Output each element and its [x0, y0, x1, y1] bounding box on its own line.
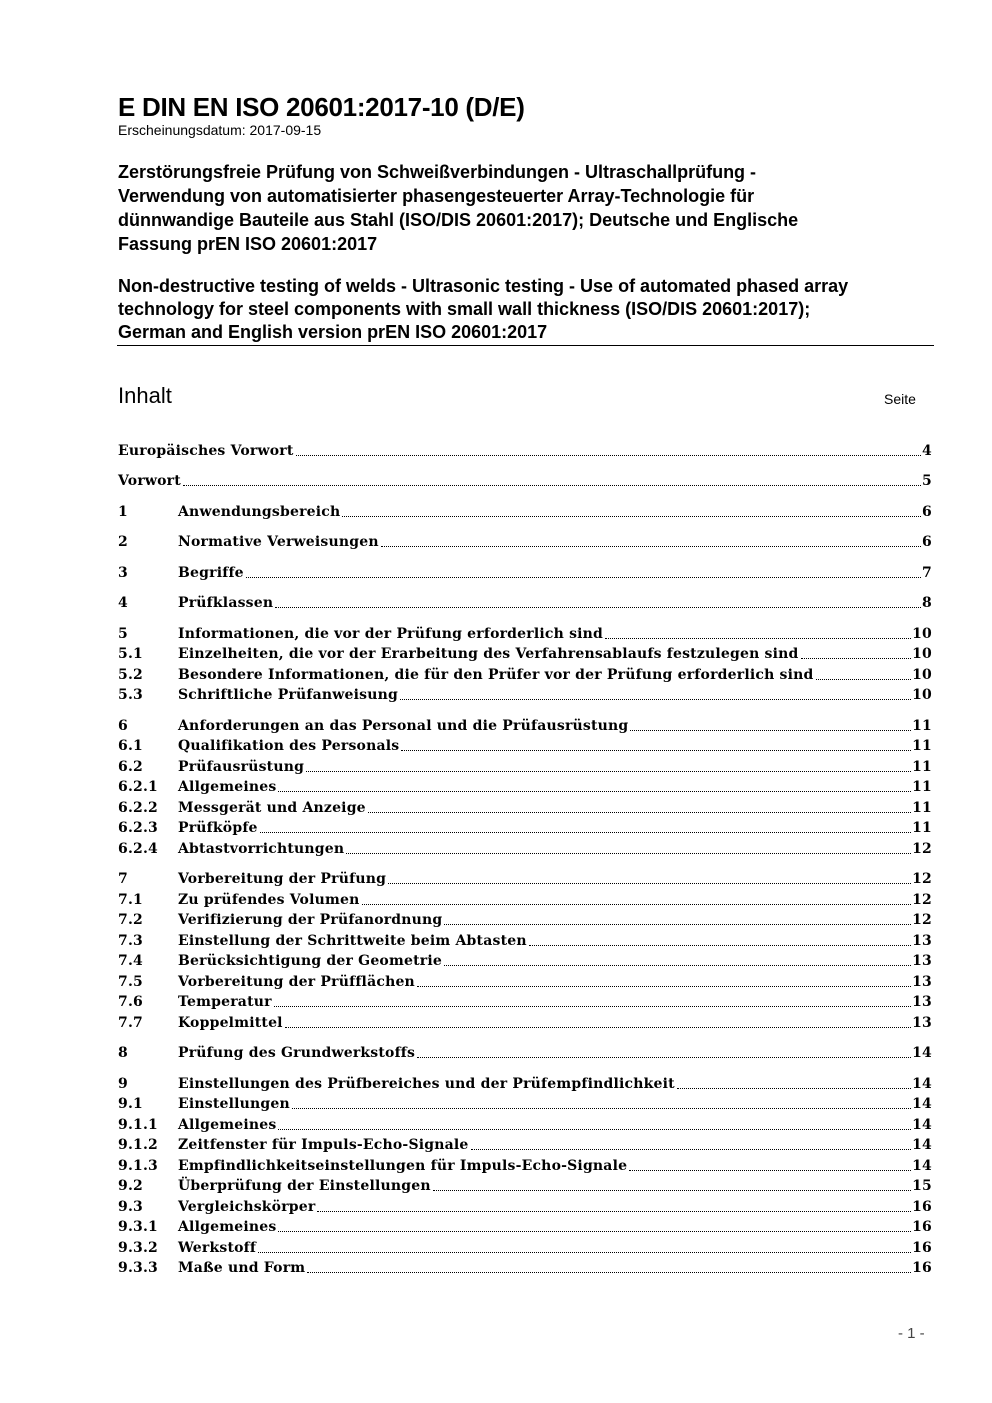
- toc-dot-leader: [307, 1272, 911, 1273]
- toc-entry-number: 7: [118, 871, 128, 887]
- toc-dot-leader: [801, 658, 912, 659]
- toc-entry-number: 6.2: [118, 759, 143, 775]
- toc-dot-leader: [278, 791, 911, 792]
- toc-entry[interactable]: [118, 1042, 932, 1062]
- toc-entry[interactable]: [118, 562, 932, 582]
- toc-entry-page: 10: [912, 626, 932, 642]
- toc-entry-title: Prüfausrüstung: [178, 759, 305, 775]
- title-english-line: German and English version prEN ISO 20601:2017: [118, 322, 548, 342]
- toc-entry-title: Begriffe: [178, 565, 244, 581]
- toc-entry-page: 13: [912, 974, 932, 990]
- title-english-line: Non-destructive testing of welds - Ultrasonic testing - Use of automated phased array: [118, 276, 849, 296]
- toc-dot-leader: [278, 1129, 911, 1130]
- toc-entry-number: 9: [118, 1076, 128, 1092]
- toc-entry[interactable]: [118, 440, 932, 460]
- toc-entry[interactable]: [118, 735, 932, 755]
- title-english-line: technology for steel components with small wall thickness (ISO/DIS 20601:2017);: [118, 299, 811, 319]
- toc-dot-leader: [274, 1006, 911, 1007]
- toc-entry[interactable]: [118, 817, 932, 837]
- toc-dot-leader: [529, 945, 911, 946]
- toc-dot-leader: [260, 832, 911, 833]
- toc-entry-title: Anwendungsbereich: [178, 504, 341, 520]
- toc-heading: Inhalt: [118, 383, 172, 408]
- toc-entry-number: 7.1: [118, 892, 143, 908]
- toc-entry-title: Allgemeines: [178, 1219, 277, 1235]
- toc-entry-page: 12: [912, 892, 932, 908]
- toc-entry-title: Empfindlichkeitseinstellungen für Impuls-Echo-Signale: [178, 1158, 628, 1174]
- toc-entry-page: 6: [922, 504, 932, 520]
- toc-entry-title: Verifizierung der Prüfanordnung: [178, 912, 443, 928]
- toc-dot-leader: [362, 904, 912, 905]
- toc-entry-page: 16: [912, 1219, 932, 1235]
- toc-entry-page: 15: [912, 1178, 932, 1194]
- toc-entry-page: 5: [922, 473, 932, 489]
- toc-entry-page: 12: [912, 912, 932, 928]
- toc-dot-leader: [306, 771, 911, 772]
- toc-dot-leader: [296, 455, 922, 456]
- toc-entry-title: Vorwort: [118, 473, 181, 489]
- toc-entry-title: Vorbereitung der Prüfflächen: [178, 974, 415, 990]
- toc-entry-number: 6.2.3: [118, 820, 158, 836]
- toc-entry-number: 8: [118, 1045, 128, 1061]
- toc-entry-page: 12: [912, 871, 932, 887]
- toc-entry[interactable]: [118, 756, 932, 776]
- toc-entry[interactable]: [118, 643, 932, 663]
- toc-entry[interactable]: [118, 1093, 932, 1113]
- toc-entry-number: 5: [118, 626, 128, 642]
- toc-entry[interactable]: [118, 1155, 932, 1175]
- toc-entry-page: 10: [912, 646, 932, 662]
- toc-entry[interactable]: [118, 684, 932, 704]
- toc-entry-number: 7.3: [118, 933, 143, 949]
- toc-dot-leader: [417, 986, 911, 987]
- toc-entry-title: Europäisches Vorwort: [118, 443, 294, 459]
- title-german-line: dünnwandige Bauteile aus Stahl (ISO/DIS 20601:2017); Deutsche und Englische: [118, 210, 799, 230]
- toc-entry-title: Anforderungen an das Personal und die Prüfausrüstung: [178, 718, 629, 734]
- toc-dot-leader: [630, 730, 911, 731]
- toc-entry-number: 9.3: [118, 1199, 143, 1215]
- toc-entry-page: 12: [912, 841, 932, 857]
- toc-entry[interactable]: [118, 1175, 932, 1195]
- publication-date: Erscheinungsdatum: 2017-09-15: [118, 122, 322, 138]
- toc-entry-title: Prüfung des Grundwerkstoffs: [178, 1045, 416, 1061]
- toc-entry-page: 10: [912, 687, 932, 703]
- toc-dot-leader: [275, 607, 921, 608]
- toc-dot-leader: [258, 1252, 911, 1253]
- toc-entry-page: 16: [912, 1199, 932, 1215]
- toc-entry-number: 1: [118, 504, 128, 520]
- toc-entry-number: 9.3.1: [118, 1219, 158, 1235]
- toc-dot-leader: [278, 1231, 911, 1232]
- toc-dot-leader: [629, 1170, 911, 1171]
- toc-entry[interactable]: [118, 889, 932, 909]
- toc-entry-number: 2: [118, 534, 128, 550]
- toc-entry[interactable]: [118, 1237, 932, 1257]
- toc-entry[interactable]: [118, 971, 932, 991]
- toc-entry-number: 6.2.1: [118, 779, 158, 795]
- toc-dot-leader: [368, 812, 911, 813]
- toc-entry-page: 11: [912, 800, 932, 816]
- toc-entry-page: 14: [912, 1117, 932, 1133]
- toc-page-label: Seite: [884, 391, 916, 407]
- toc-entry-title: Zu prüfendes Volumen: [178, 892, 360, 908]
- toc-entry-page: 14: [912, 1045, 932, 1061]
- toc-entry-title: Allgemeines: [178, 779, 277, 795]
- toc-entry-page: 13: [912, 933, 932, 949]
- toc-entry-page: 13: [912, 994, 932, 1010]
- toc-entry-page: 14: [912, 1076, 932, 1092]
- toc-entry[interactable]: [118, 623, 932, 643]
- title-german-line: Fassung prEN ISO 20601:2017: [118, 234, 378, 254]
- toc-entry[interactable]: [118, 531, 932, 551]
- toc-entry-number: 9.3.2: [118, 1240, 158, 1256]
- toc-entry-number: 3: [118, 565, 128, 581]
- toc-dot-leader: [444, 924, 911, 925]
- document-id: E DIN EN ISO 20601:2017-10 (D/E): [118, 92, 525, 122]
- toc-entry-title: Schriftliche Prüfanweisung: [178, 687, 398, 703]
- toc-entry-number: 5.3: [118, 687, 143, 703]
- toc-entry-title: Maße und Form: [178, 1260, 306, 1276]
- toc-entry[interactable]: [118, 776, 932, 796]
- toc-dot-leader: [433, 1190, 911, 1191]
- toc-entry-title: Besondere Informationen, die für den Prüfer vor der Prüfung erforderlich sind: [178, 667, 814, 683]
- toc-entry[interactable]: [118, 1257, 932, 1277]
- toc-dot-leader: [400, 699, 911, 700]
- toc-entry-number: 7.7: [118, 1015, 143, 1031]
- toc-entry-number: 9.3.3: [118, 1260, 158, 1276]
- toc-entry[interactable]: [118, 797, 932, 817]
- toc-entry-number: 7.2: [118, 912, 143, 928]
- toc-dot-leader: [317, 1211, 911, 1212]
- toc-entry-number: 7.6: [118, 994, 143, 1010]
- toc-entry-number: 9.1.1: [118, 1117, 158, 1133]
- toc-dot-leader: [605, 638, 911, 639]
- toc-entry[interactable]: [118, 991, 932, 1011]
- toc-entry[interactable]: [118, 868, 932, 888]
- toc-entry-title: Messgerät und Anzeige: [178, 800, 366, 816]
- toc-entry-page: 14: [912, 1096, 932, 1112]
- toc-entry[interactable]: [118, 1134, 932, 1154]
- toc-entry-number: 9.2: [118, 1178, 143, 1194]
- toc-entry-page: 14: [912, 1137, 932, 1153]
- toc-dot-leader: [444, 965, 911, 966]
- toc-entry-page: 13: [912, 1015, 932, 1031]
- toc-entry-page: 11: [912, 759, 932, 775]
- toc-entry-number: 4: [118, 595, 128, 611]
- toc-entry-number: 9.1.2: [118, 1137, 158, 1153]
- toc-dot-leader: [381, 546, 921, 547]
- toc-entry-number: 7.5: [118, 974, 143, 990]
- toc-dot-leader: [246, 577, 921, 578]
- toc-entry-page: 16: [912, 1240, 932, 1256]
- toc-dot-leader: [401, 750, 911, 751]
- toc-entry-title: Zeitfenster für Impuls-Echo-Signale: [178, 1137, 469, 1153]
- toc-entry[interactable]: [118, 715, 932, 735]
- title-german-line: Zerstörungsfreie Prüfung von Schweißverbindungen - Ultraschallprüfung -: [118, 162, 757, 182]
- toc-entry[interactable]: [118, 1012, 932, 1032]
- toc-entry[interactable]: [118, 950, 932, 970]
- title-divider: [117, 345, 934, 346]
- toc-entry-title: Temperatur: [178, 994, 272, 1010]
- toc-entry[interactable]: [118, 838, 932, 858]
- toc-entry-number: 6.1: [118, 738, 143, 754]
- toc-entry-title: Berücksichtigung der Geometrie: [178, 953, 442, 969]
- toc-entry-title: Einstellungen des Prüfbereiches und der Prüfempfindlichkeit: [178, 1076, 675, 1092]
- toc-entry[interactable]: [118, 930, 932, 950]
- toc-entry[interactable]: [118, 1073, 932, 1093]
- toc-entry-title: Normative Verweisungen: [178, 534, 379, 550]
- title-german: [118, 160, 938, 256]
- toc-entry-number: 6.2.4: [118, 841, 158, 857]
- toc-dot-leader: [677, 1088, 911, 1089]
- toc-entry-page: 6: [922, 534, 932, 550]
- title-german-line: Verwendung von automatisierter phasengesteuerter Array-Technologie für: [118, 186, 755, 206]
- toc-entry[interactable]: [118, 470, 932, 490]
- toc-entry-page: 7: [922, 565, 932, 581]
- toc-dot-leader: [471, 1149, 912, 1150]
- title-english: [118, 275, 938, 344]
- toc-dot-leader: [285, 1027, 911, 1028]
- toc-entry-title: Einstellung der Schrittweite beim Abtasten: [178, 933, 527, 949]
- toc-entry-page: 16: [912, 1260, 932, 1276]
- toc-entry-title: Vorbereitung der Prüfung: [178, 871, 387, 887]
- toc-entry[interactable]: [118, 1196, 932, 1216]
- toc-dot-leader: [417, 1057, 911, 1058]
- toc-entry-page: 8: [922, 595, 932, 611]
- toc-entry-number: 5.2: [118, 667, 143, 683]
- page-number: - 1 -: [898, 1325, 925, 1342]
- toc-entry[interactable]: [118, 1216, 932, 1236]
- toc-dot-leader: [183, 485, 921, 486]
- toc-entry-title: Überprüfung der Einstellungen: [178, 1178, 431, 1194]
- toc-entry-number: 6.2.2: [118, 800, 158, 816]
- toc-dot-leader: [388, 883, 911, 884]
- toc-dot-leader: [292, 1108, 911, 1109]
- toc-entry-title: Qualifikation des Personals: [178, 738, 400, 754]
- toc-entry-page: 11: [912, 718, 932, 734]
- toc-entry-page: 11: [912, 738, 932, 754]
- toc-entry-page: 10: [912, 667, 932, 683]
- toc-entry-page: 13: [912, 953, 932, 969]
- toc-entry-page: 4: [922, 443, 932, 459]
- toc-entry-title: Werkstoff: [178, 1240, 257, 1256]
- toc-entry-number: 9.1.3: [118, 1158, 158, 1174]
- toc-entry-title: Informationen, die vor der Prüfung erforderlich sind: [178, 626, 604, 642]
- toc-entry-title: Abtastvorrichtungen: [178, 841, 345, 857]
- toc-entry[interactable]: [118, 664, 932, 684]
- toc-entry-number: 6: [118, 718, 128, 734]
- toc-entry[interactable]: [118, 501, 932, 521]
- toc-entry-title: Vergleichskörper: [178, 1199, 316, 1215]
- toc-entry-title: Prüfklassen: [178, 595, 274, 611]
- toc-entry-title: Allgemeines: [178, 1117, 277, 1133]
- toc-entry-title: Einzelheiten, die vor der Erarbeitung des Verfahrensablaufs festzulegen sind: [178, 646, 799, 662]
- toc-entry[interactable]: [118, 1114, 932, 1134]
- toc-entry-page: 14: [912, 1158, 932, 1174]
- toc-entry-page: 11: [912, 820, 932, 836]
- toc-entry-title: Koppelmittel: [178, 1015, 283, 1031]
- toc-entry-number: 5.1: [118, 646, 143, 662]
- toc-entry[interactable]: [118, 909, 932, 929]
- toc-entry-title: Einstellungen: [178, 1096, 290, 1112]
- toc-dot-leader: [346, 853, 911, 854]
- toc-entry-number: 9.1: [118, 1096, 143, 1112]
- toc-entry-title: Prüfköpfe: [178, 820, 258, 836]
- toc-entry-number: 7.4: [118, 953, 143, 969]
- toc-entry[interactable]: [118, 592, 932, 612]
- toc-dot-leader: [342, 516, 921, 517]
- toc-dot-leader: [816, 679, 912, 680]
- toc-entry-page: 11: [912, 779, 932, 795]
